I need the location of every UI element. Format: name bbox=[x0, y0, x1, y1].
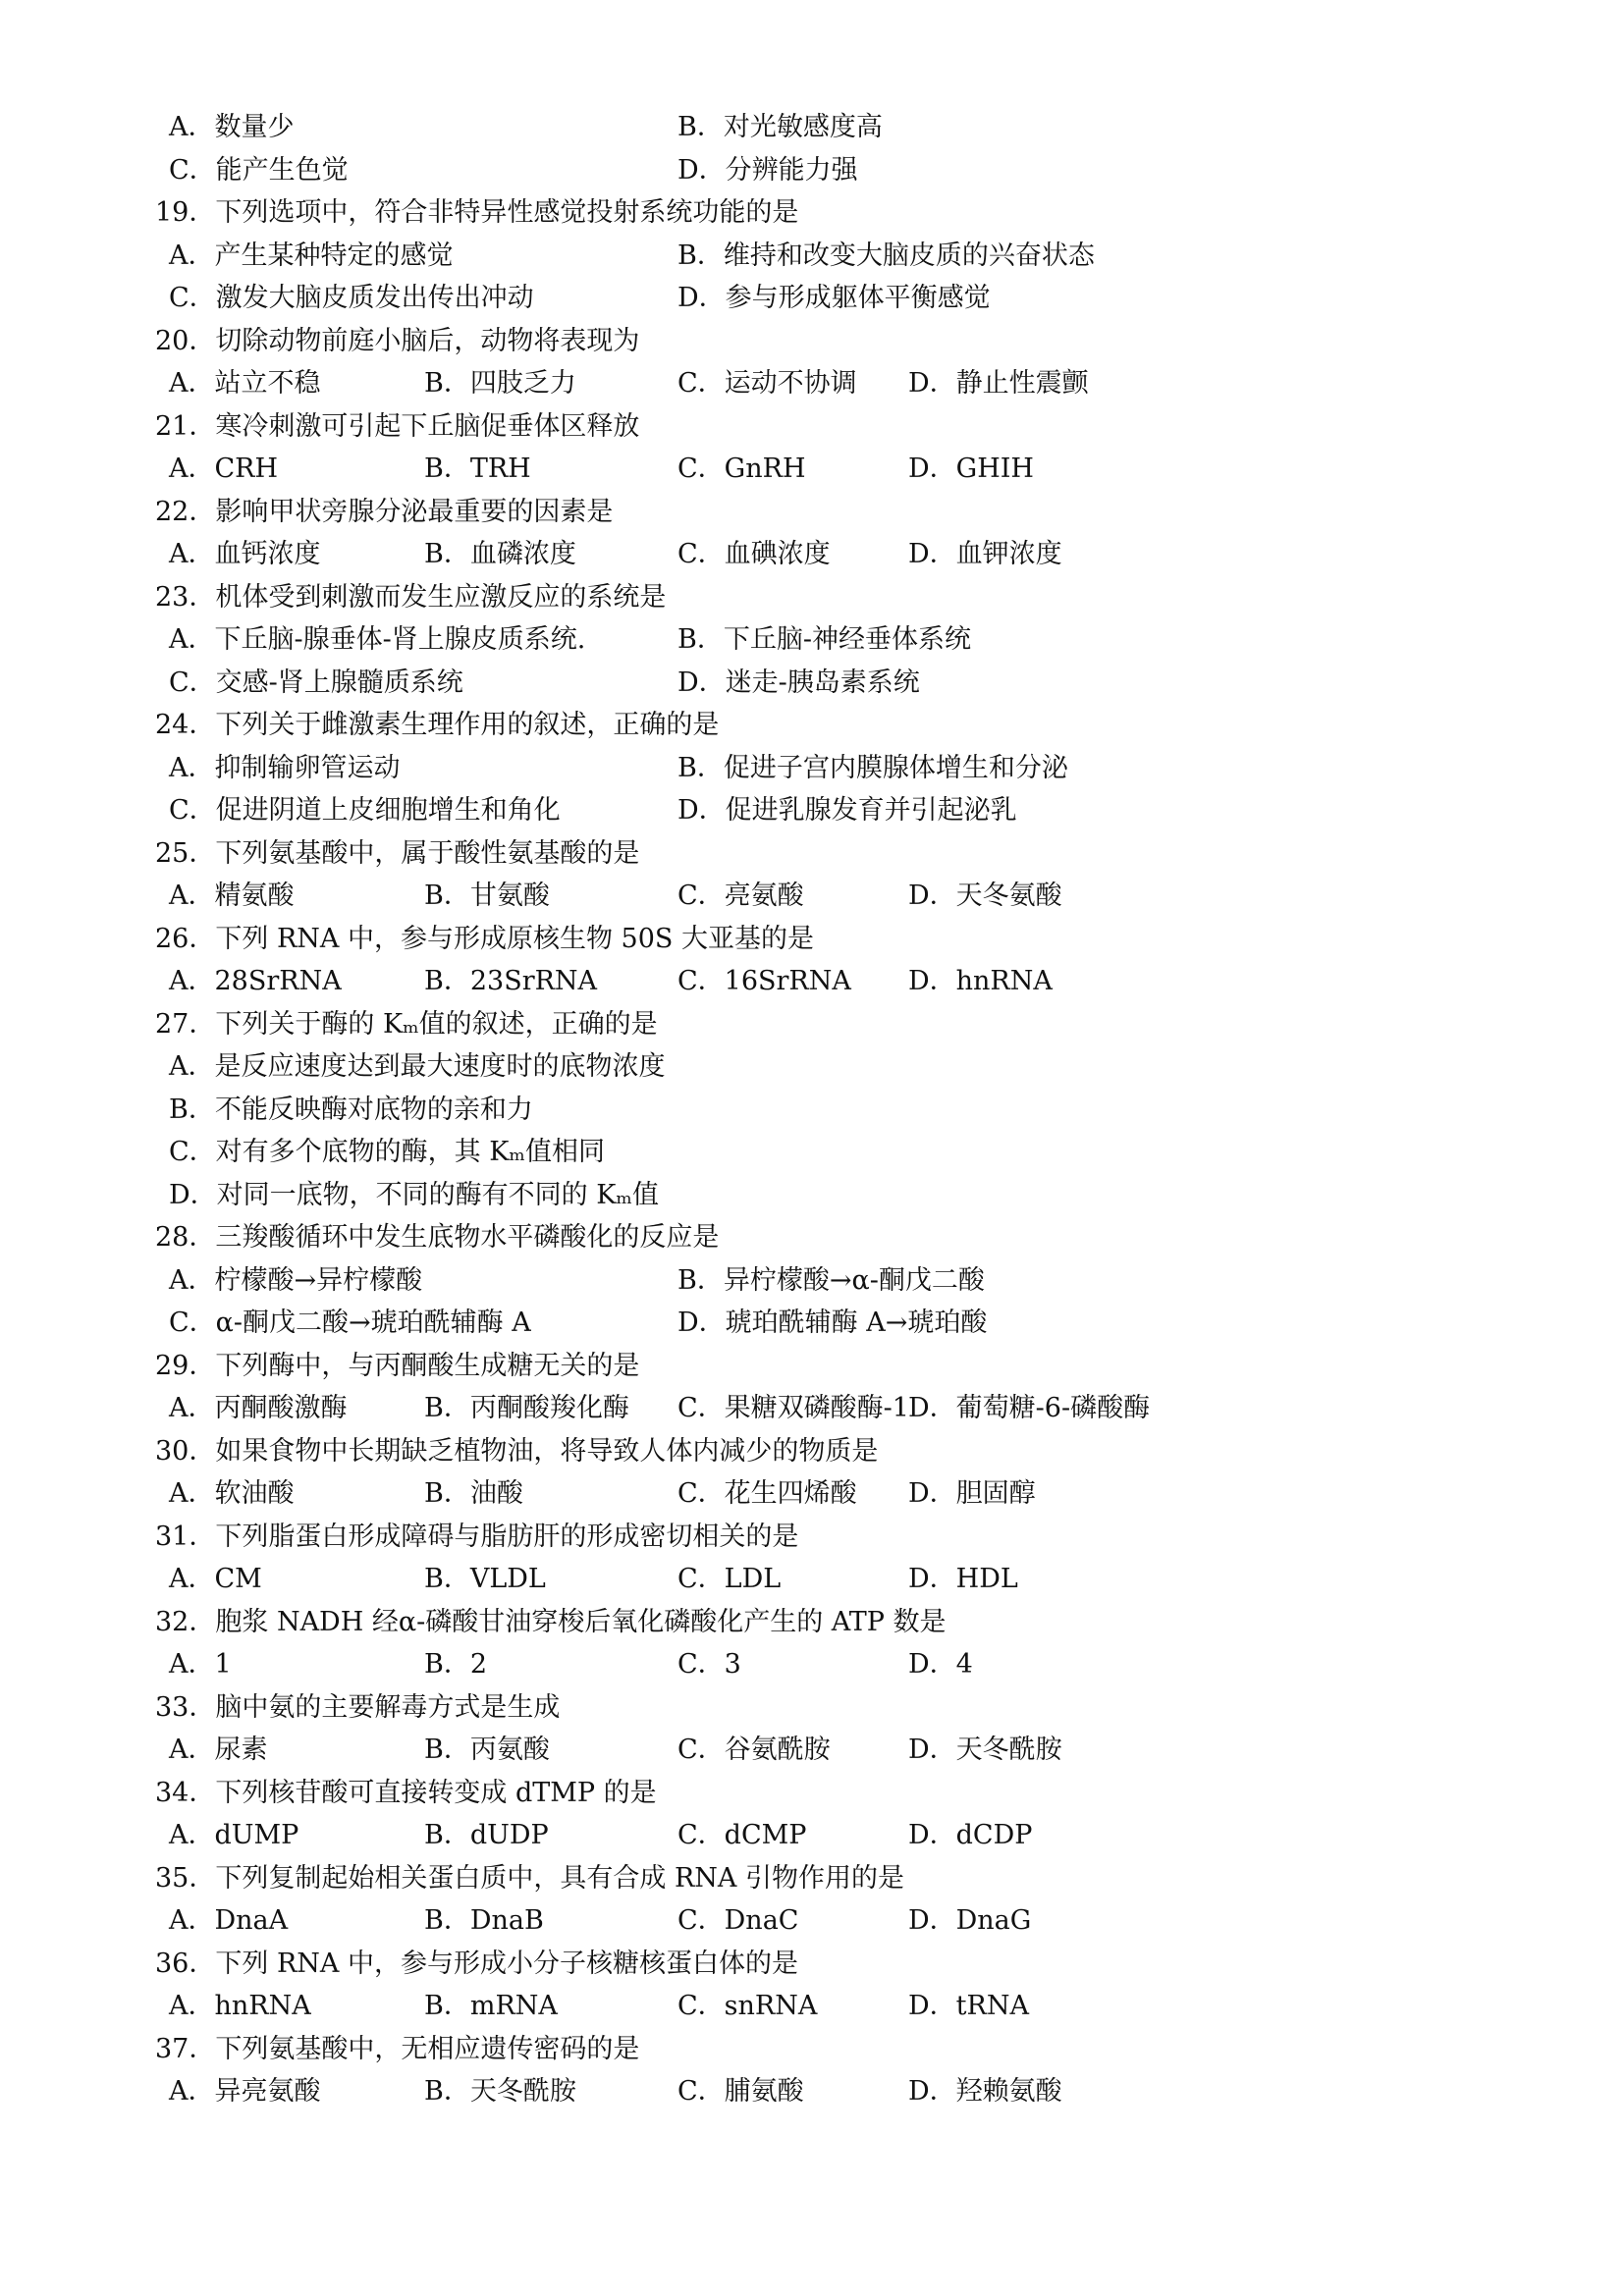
answer-option: C．花生四烯酸 bbox=[677, 1478, 857, 1509]
question-stem-line bbox=[0, 1772, 1624, 1815]
question-stem: 35．下列复制起始相关蛋白质中，具有合成 RNA 引物作用的是 bbox=[155, 1862, 904, 1894]
question-stem-line bbox=[0, 491, 1624, 534]
answer-option: A．尿素 bbox=[169, 1735, 268, 1765]
answer-option: D．分辨能力强 bbox=[677, 154, 858, 186]
answer-option: C．α-酮戊二酸→琥珀酰辅酶 A bbox=[169, 1308, 531, 1338]
options-line bbox=[0, 1089, 1624, 1132]
answer-option: C．DnaC bbox=[677, 1905, 799, 1936]
options-line bbox=[0, 789, 1624, 832]
answer-option: D．迷走-胰岛素系统 bbox=[677, 667, 920, 698]
answer-option: B．mRNA bbox=[424, 1991, 558, 2021]
answer-option: B．血磷浓度 bbox=[424, 539, 576, 569]
answer-option: A．血钙浓度 bbox=[169, 539, 321, 569]
options-line bbox=[0, 1729, 1624, 1772]
options-line bbox=[0, 362, 1624, 405]
answer-option: C．3 bbox=[677, 1649, 741, 1680]
question-stem-line bbox=[0, 1430, 1624, 1473]
answer-option: A．数量少 bbox=[169, 112, 295, 142]
question-stem: 27．下列关于酶的 Kₘ值的叙述，正确的是 bbox=[155, 1008, 658, 1040]
answer-option: A．DnaA bbox=[169, 1905, 289, 1936]
answer-option: B．对光敏感度高 bbox=[677, 112, 883, 142]
question-stem: 24．下列关于雌激素生理作用的叙述，正确的是 bbox=[155, 710, 720, 740]
options-line bbox=[0, 149, 1624, 192]
options-line bbox=[0, 235, 1624, 278]
options-line bbox=[0, 1558, 1624, 1601]
answer-option: A．精氨酸 bbox=[169, 881, 295, 911]
question-stem: 19．下列选项中，符合非特异性感觉投射系统功能的是 bbox=[155, 197, 799, 228]
answer-option: D．葡萄糖-6-磷酸酶 bbox=[908, 1393, 1151, 1423]
options-line bbox=[0, 106, 1624, 149]
options-line bbox=[0, 1174, 1624, 1217]
answer-option: B．2 bbox=[424, 1649, 488, 1680]
answer-option: D．天冬酰胺 bbox=[908, 1735, 1062, 1765]
answer-option: A．CRH bbox=[169, 454, 279, 484]
question-stem: 32．胞浆 NADH 经α-磷酸甘油穿梭后氧化磷酸化产生的 ATP 数是 bbox=[155, 1606, 947, 1637]
question-stem-line bbox=[0, 1516, 1624, 1559]
answer-option: C．交感-肾上腺髓质系统 bbox=[169, 667, 463, 698]
answer-option: D．促进乳腺发育并引起泌乳 bbox=[677, 795, 1017, 826]
answer-option: B．不能反映酶对底物的亲和力 bbox=[169, 1094, 533, 1125]
answer-option: D．hnRNA bbox=[908, 966, 1053, 996]
answer-option: A．28SrRNA bbox=[169, 966, 342, 996]
options-line bbox=[0, 1131, 1624, 1174]
answer-option: B．维持和改变大脑皮质的兴奋状态 bbox=[677, 240, 1095, 271]
options-line bbox=[0, 747, 1624, 790]
answer-option: B．TRH bbox=[424, 454, 531, 484]
answer-option: C．谷氨酰胺 bbox=[677, 1735, 831, 1765]
question-stem-line bbox=[0, 320, 1624, 363]
answer-option: C．激发大脑皮质发出传出冲动 bbox=[169, 283, 534, 313]
question-stem-line bbox=[0, 405, 1624, 449]
answer-option: B．下丘脑-神经垂体系统 bbox=[677, 624, 971, 655]
answer-option: A．站立不稳 bbox=[169, 368, 321, 399]
answer-option: B．23SrRNA bbox=[424, 966, 598, 996]
answer-option: D．天冬氨酸 bbox=[908, 881, 1062, 911]
question-stem-line bbox=[0, 1857, 1624, 1900]
question-stem-line bbox=[0, 1601, 1624, 1644]
answer-option: A．dUMP bbox=[169, 1820, 299, 1850]
question-stem: 23．机体受到刺激而发生应激反应的系统是 bbox=[155, 581, 667, 613]
answer-option: A．抑制输卵管运动 bbox=[169, 752, 401, 783]
answer-option: C．亮氨酸 bbox=[677, 881, 804, 911]
question-stem: 26．下列 RNA 中，参与形成原核生物 50S 大亚基的是 bbox=[155, 923, 814, 954]
question-stem-line bbox=[0, 1686, 1624, 1730]
answer-option: A．下丘脑-腺垂体-肾上腺皮质系统. bbox=[169, 624, 586, 655]
options-line bbox=[0, 618, 1624, 662]
question-stem-line bbox=[0, 1003, 1624, 1046]
options-line bbox=[0, 1302, 1624, 1345]
answer-option: C．dCMP bbox=[677, 1820, 807, 1850]
answer-option: C．对有多个底物的酶，其 Kₘ值相同 bbox=[169, 1137, 605, 1167]
answer-option: B．VLDL bbox=[424, 1564, 546, 1594]
question-stem-line bbox=[0, 704, 1624, 747]
answer-option: A．软油酸 bbox=[169, 1478, 295, 1509]
question-stem: 36．下列 RNA 中，参与形成小分子核糖核蛋白体的是 bbox=[155, 1948, 798, 1979]
options-line bbox=[0, 277, 1624, 320]
options-line bbox=[0, 2070, 1624, 2113]
answer-option: A．产生某种特定的感觉 bbox=[169, 240, 454, 271]
question-stem: 28．三羧酸循环中发生底物水平磷酸化的反应是 bbox=[155, 1222, 720, 1253]
answer-option: B．dUDP bbox=[424, 1820, 549, 1850]
question-stem-line bbox=[0, 2028, 1624, 2071]
answer-option: D．dCDP bbox=[908, 1820, 1033, 1850]
options-line bbox=[0, 1259, 1624, 1303]
options-line bbox=[0, 1472, 1624, 1516]
question-stem: 29．下列酶中，与丙酮酸生成糖无关的是 bbox=[155, 1350, 640, 1381]
answer-option: B．异柠檬酸→α-酮戊二酸 bbox=[677, 1264, 985, 1296]
options-line bbox=[0, 1387, 1624, 1430]
answer-option: D．DnaG bbox=[908, 1905, 1032, 1936]
answer-option: C．促进阴道上皮细胞增生和角化 bbox=[169, 795, 561, 826]
answer-option: D．静止性震颤 bbox=[908, 368, 1089, 399]
answer-option: A．1 bbox=[169, 1649, 232, 1680]
question-stem-line bbox=[0, 576, 1624, 619]
answer-option: D．GHIH bbox=[908, 454, 1034, 484]
answer-option: D．胆固醇 bbox=[908, 1478, 1036, 1509]
question-stem-line bbox=[0, 1345, 1624, 1388]
answer-option: D．HDL bbox=[908, 1564, 1018, 1594]
answer-option: B．DnaB bbox=[424, 1905, 544, 1936]
options-line bbox=[0, 875, 1624, 918]
question-stem-line bbox=[0, 918, 1624, 961]
question-stem-line bbox=[0, 1216, 1624, 1259]
answer-option: D．参与形成躯体平衡感觉 bbox=[677, 283, 991, 313]
answer-option: A．异亮氨酸 bbox=[169, 2076, 321, 2107]
options-line bbox=[0, 1899, 1624, 1943]
options-line bbox=[0, 1985, 1624, 2028]
question-stem-line bbox=[0, 1943, 1624, 1986]
answer-option: D．4 bbox=[908, 1649, 973, 1680]
answer-option: A．hnRNA bbox=[169, 1991, 311, 2021]
answer-option: A．丙酮酸激酶 bbox=[169, 1393, 348, 1423]
options-line bbox=[0, 448, 1624, 491]
answer-option: D．羟赖氨酸 bbox=[908, 2076, 1062, 2107]
answer-option: D．血钾浓度 bbox=[908, 539, 1062, 569]
answer-option: D．tRNA bbox=[908, 1991, 1029, 2021]
question-stem-line bbox=[0, 191, 1624, 235]
question-stem: 25．下列氨基酸中，属于酸性氨基酸的是 bbox=[155, 837, 640, 869]
question-stem: 20．切除动物前庭小脑后，动物将表现为 bbox=[155, 325, 640, 356]
answer-option: B．四肢乏力 bbox=[424, 368, 576, 399]
answer-option: D．对同一底物，不同的酶有不同的 Kₘ值 bbox=[169, 1179, 659, 1210]
options-line bbox=[0, 1814, 1624, 1857]
options-line bbox=[0, 960, 1624, 1003]
options-line bbox=[0, 662, 1624, 705]
answer-option: C．能产生色觉 bbox=[169, 154, 349, 186]
answer-option: B．甘氨酸 bbox=[424, 881, 550, 911]
question-stem-line bbox=[0, 832, 1624, 876]
answer-option: A．柠檬酸→异柠檬酸 bbox=[169, 1264, 423, 1296]
answer-option: C．16SrRNA bbox=[677, 966, 851, 996]
answer-option: C．LDL bbox=[677, 1564, 782, 1594]
question-stem: 31．下列脂蛋白形成障碍与脂肪肝的形成密切相关的是 bbox=[155, 1521, 799, 1552]
question-stem: 33．脑中氨的主要解毒方式是生成 bbox=[155, 1691, 561, 1723]
answer-option: B．促进子宫内膜腺体增生和分泌 bbox=[677, 752, 1068, 783]
answer-option: B．丙酮酸羧化酶 bbox=[424, 1393, 629, 1423]
answer-option: B．天冬酰胺 bbox=[424, 2076, 576, 2107]
answer-option: C．运动不协调 bbox=[677, 368, 857, 399]
answer-option: A．是反应速度达到最大速度时的底物浓度 bbox=[169, 1051, 666, 1082]
answer-option: C．snRNA bbox=[677, 1991, 818, 2021]
options-line bbox=[0, 1045, 1624, 1089]
question-stem: 34．下列核苷酸可直接转变成 dTMP 的是 bbox=[155, 1777, 657, 1808]
question-stem: 21．寒冷刺激可引起下丘脑促垂体区释放 bbox=[155, 410, 640, 442]
answer-option: B．油酸 bbox=[424, 1478, 523, 1509]
question-stem: 37．下列氨基酸中，无相应遗传密码的是 bbox=[155, 2033, 640, 2064]
answer-option: C．脯氨酸 bbox=[677, 2076, 804, 2107]
answer-option: C．GnRH bbox=[677, 454, 806, 484]
options-line bbox=[0, 533, 1624, 576]
answer-option: A．CM bbox=[169, 1564, 262, 1594]
question-stem: 22．影响甲状旁腺分泌最重要的因素是 bbox=[155, 496, 614, 527]
answer-option: C．果糖双磷酸酶-1 bbox=[677, 1393, 909, 1423]
question-stem: 30．如果食物中长期缺乏植物油，将导致人体内减少的物质是 bbox=[155, 1435, 879, 1467]
options-line bbox=[0, 1643, 1624, 1686]
answer-option: D．琥珀酰辅酶 A→琥珀酸 bbox=[677, 1308, 988, 1338]
answer-option: B．丙氨酸 bbox=[424, 1735, 550, 1765]
answer-option: C．血碘浓度 bbox=[677, 539, 831, 569]
